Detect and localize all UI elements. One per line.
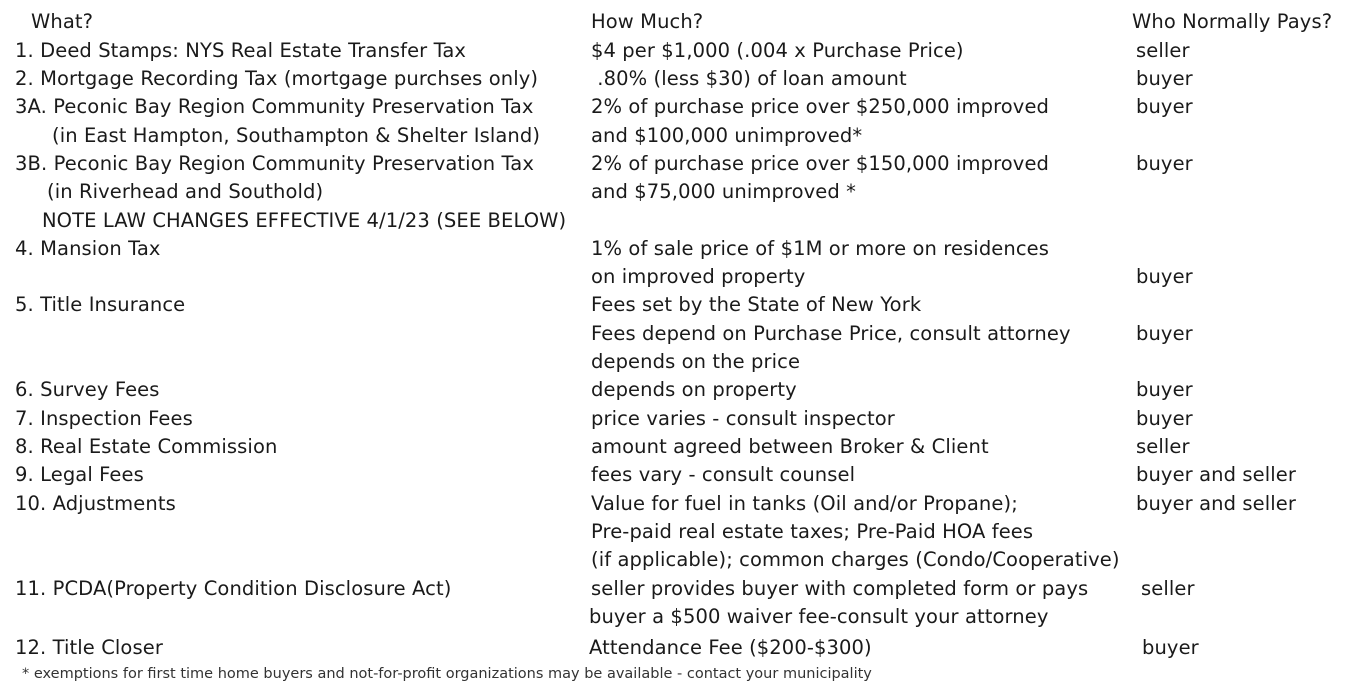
header-how-much: How Much? bbox=[591, 10, 704, 33]
payer-legal-fees: buyer and seller bbox=[1136, 463, 1296, 486]
item-deed-stamps: 1. Deed Stamps: NYS Real Estate Transfer Tax bbox=[15, 39, 467, 62]
item-title-closer: 12. Title Closer bbox=[15, 636, 163, 659]
payer-peconic-tax-3b: buyer bbox=[1136, 152, 1193, 175]
item-adjustments: 10. Adjustments bbox=[15, 492, 176, 515]
payer-deed-stamps: seller bbox=[1136, 39, 1190, 62]
cost-pcda: seller provides buyer with completed form or pays bbox=[591, 577, 1089, 600]
item-title-insurance: 5. Title Insurance bbox=[15, 293, 186, 316]
cost-title-insurance: Fees set by the State of New York bbox=[591, 293, 922, 316]
payer-mortgage-recording-tax: buyer bbox=[1136, 67, 1193, 90]
cost-title-closer: Attendance Fee ($200-$300) bbox=[589, 636, 872, 659]
cost-deed-stamps: $4 per $1,000 (.004 x Purchase Price) bbox=[591, 39, 964, 62]
cost-real-estate-commission: amount agreed between Broker & Client bbox=[591, 435, 989, 458]
cost-mansion-tax: 1% of sale price of $1M or more on residences bbox=[591, 237, 1050, 260]
item-pcda: 11. PCDA(Property Condition Disclosure Act) bbox=[15, 577, 452, 600]
cost-peconic-tax-3b: 2% of purchase price over $150,000 improved bbox=[591, 152, 1050, 175]
payer-pcda: seller bbox=[1141, 577, 1195, 600]
cost-title-insurance-cont: Fees depend on Purchase Price, consult attorney bbox=[591, 322, 1071, 345]
cost-adjustments-cont: Pre-paid real estate taxes; Pre-Paid HOA fees bbox=[591, 520, 1034, 543]
cost-survey-fees: depends on property bbox=[591, 378, 797, 401]
item-peconic-tax-3b: 3B. Peconic Bay Region Community Preservation Tax bbox=[15, 152, 534, 175]
payer-real-estate-commission: seller bbox=[1136, 435, 1190, 458]
cost-mortgage-recording-tax: .80% (less $30) of loan amount bbox=[591, 67, 907, 90]
payer-title-insurance: buyer bbox=[1136, 322, 1193, 345]
cost-adjustments-cont2: (if applicable); common charges (Condo/Cooperative) bbox=[591, 548, 1120, 571]
cost-legal-fees: fees vary - consult counsel bbox=[591, 463, 856, 486]
cost-title-insurance-cont2: depends on the price bbox=[591, 350, 801, 373]
item-survey-fees: 6. Survey Fees bbox=[15, 378, 160, 401]
item-inspection-fees: 7. Inspection Fees bbox=[15, 407, 193, 430]
cost-peconic-tax-3a-cont: and $100,000 unimproved* bbox=[591, 124, 863, 147]
item-mortgage-recording-tax: 2. Mortgage Recording Tax (mortgage purchses only) bbox=[15, 67, 539, 90]
item-real-estate-commission: 8. Real Estate Commission bbox=[15, 435, 278, 458]
payer-peconic-tax-3a: buyer bbox=[1136, 95, 1193, 118]
cost-inspection-fees: price varies - consult inspector bbox=[591, 407, 895, 430]
cost-mansion-tax-cont: on improved property bbox=[591, 265, 806, 288]
item-peconic-tax-3a: 3A. Peconic Bay Region Community Preservation Tax bbox=[15, 95, 534, 118]
item-legal-fees: 9. Legal Fees bbox=[15, 463, 144, 486]
cost-pcda-cont: buyer a $500 waiver fee-consult your attorney bbox=[589, 605, 1049, 628]
header-what: What? bbox=[31, 10, 94, 33]
item-mansion-tax: 4. Mansion Tax bbox=[15, 237, 161, 260]
payer-inspection-fees: buyer bbox=[1136, 407, 1193, 430]
item-peconic-tax-3b-region: (in Riverhead and Southold) bbox=[47, 180, 324, 203]
cost-peconic-tax-3a: 2% of purchase price over $250,000 improved bbox=[591, 95, 1050, 118]
cost-peconic-tax-3b-cont: and $75,000 unimproved * bbox=[591, 180, 857, 203]
law-change-note: NOTE LAW CHANGES EFFECTIVE 4/1/23 (SEE BELOW) bbox=[42, 209, 567, 232]
item-peconic-tax-3a-region: (in East Hampton, Southampton & Shelter Island) bbox=[52, 124, 541, 147]
payer-survey-fees: buyer bbox=[1136, 378, 1193, 401]
payer-adjustments: buyer and seller bbox=[1136, 492, 1296, 515]
cost-adjustments: Value for fuel in tanks (Oil and/or Propane); bbox=[591, 492, 1018, 515]
payer-mansion-tax: buyer bbox=[1136, 265, 1193, 288]
footnote-exemptions: * exemptions for first time home buyers and not-for-profit organizations may be available - contact your municipality bbox=[22, 666, 872, 682]
payer-title-closer: buyer bbox=[1142, 636, 1199, 659]
header-who-pays: Who Normally Pays? bbox=[1132, 10, 1333, 33]
